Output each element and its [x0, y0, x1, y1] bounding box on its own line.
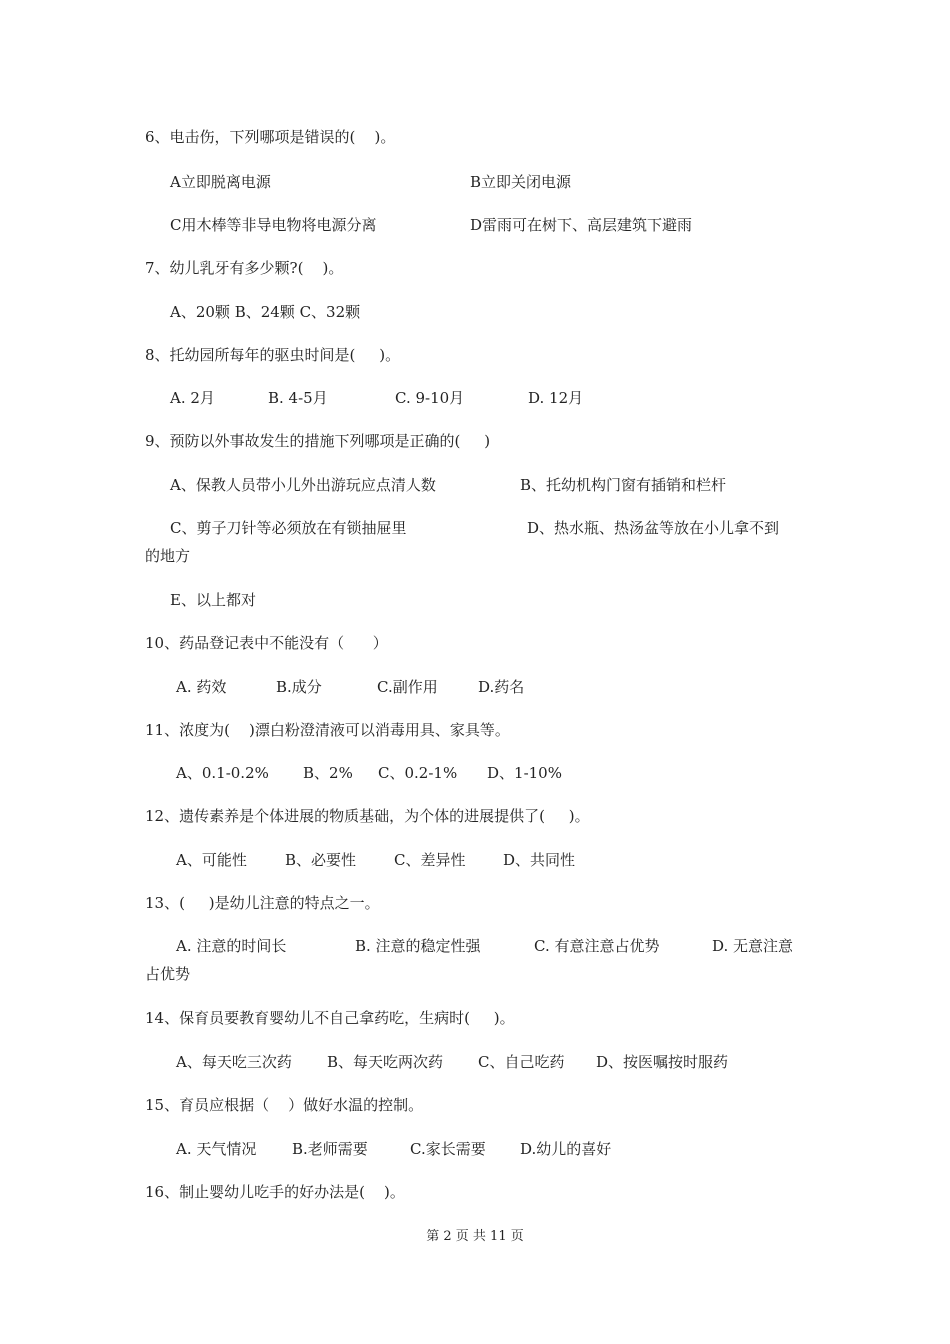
question-10-option-a: A. 药效 [176, 678, 227, 696]
question-6-option-d: D雷雨可在树下、高层建筑下避雨 [470, 216, 693, 234]
question-14-option-d: D、按医嘱按时服药 [596, 1053, 729, 1071]
question-15-option-b: B.老师需要 [292, 1140, 368, 1158]
question-10-option-c: C.副作用 [377, 678, 438, 696]
question-9-option-e: E、以上都对 [170, 591, 256, 609]
question-15-option-c: C.家长需要 [410, 1140, 486, 1158]
question-11-stem: 11、浓度为( )漂白粉澄清液可以消毒用具、家具等。 [145, 721, 510, 739]
question-15-option-a: A. 天气情况 [176, 1140, 257, 1158]
question-9-stem: 9、预防以外事故发生的措施下列哪项是正确的( ) [145, 432, 491, 450]
question-8-option-c: C. 9-10月 [395, 389, 465, 407]
question-6-option-b: B立即关闭电源 [470, 173, 572, 191]
question-13-option-b: B. 注意的稳定性强 [355, 937, 481, 955]
question-8-stem: 8、托幼园所每年的驱虫时间是( )。 [145, 346, 401, 364]
question-11-option-b: B、2% [303, 764, 353, 782]
page-footer: 第 2 页 共 11 页 [426, 1229, 524, 1244]
question-7-options: A、20颗 B、24颗 C、32颗 [170, 303, 361, 321]
question-15-option-d: D.幼儿的喜好 [520, 1140, 612, 1158]
question-10-option-d: D.药名 [478, 678, 525, 696]
question-14-option-a: A、每天吃三次药 [176, 1053, 292, 1071]
question-10-stem: 10、药品登记表中不能没有（ ） [145, 634, 388, 652]
question-13-option-d: D. 无意注意 [712, 937, 794, 955]
question-9-option-b: B、托幼机构门窗有插销和栏杆 [520, 476, 727, 494]
question-9-option-d-continued: 的地方 [145, 547, 191, 565]
question-6-option-a: A立即脱离电源 [170, 173, 271, 191]
question-12-option-c: C、差异性 [394, 851, 466, 869]
question-6-option-c: C用木棒等非导电物将电源分离 [170, 216, 377, 234]
question-12-option-a: A、可能性 [176, 851, 247, 869]
question-13-option-c: C. 有意注意占优势 [534, 937, 660, 955]
question-12-option-b: B、必要性 [285, 851, 357, 869]
question-9-option-d: D、热水瓶、热汤盆等放在小儿拿不到 [527, 519, 780, 537]
question-7-stem: 7、幼儿乳牙有多少颗?( )。 [145, 259, 344, 277]
question-16-stem: 16、制止婴幼儿吃手的好办法是( )。 [145, 1183, 405, 1201]
question-11-option-c: C、0.2-1% [378, 764, 458, 782]
question-9-option-a: A、保教人员带小儿外出游玩应点清人数 [170, 476, 436, 494]
question-14-option-c: C、自己吃药 [478, 1053, 565, 1071]
question-12-stem: 12、遗传素养是个体进展的物质基础，为个体的进展提供了( )。 [145, 807, 590, 825]
question-14-stem: 14、保育员要教育婴幼儿不自己拿药吃，生病时( )。 [145, 1009, 515, 1027]
question-9-option-c: C、剪子刀针等必须放在有锁抽屉里 [170, 519, 407, 537]
question-8-option-a: A. 2月 [170, 389, 215, 407]
question-11-option-d: D、1-10% [487, 764, 562, 782]
question-10-option-b: B.成分 [276, 678, 322, 696]
question-8-option-d: D. 12月 [528, 389, 584, 407]
question-8-option-b: B. 4-5月 [268, 389, 328, 407]
question-6-stem: 6、电击伤，下列哪项是错误的( )。 [145, 128, 396, 146]
question-15-stem: 15、育员应根据（ ）做好水温的控制。 [145, 1096, 424, 1114]
question-12-option-d: D、共同性 [503, 851, 576, 869]
question-11-option-a: A、0.1-0.2% [176, 764, 269, 782]
question-13-stem: 13、( )是幼儿注意的特点之一。 [145, 894, 380, 912]
question-14-option-b: B、每天吃两次药 [327, 1053, 444, 1071]
question-13-option-d-continued: 占优势 [145, 965, 191, 983]
question-13-option-a: A. 注意的时间长 [176, 937, 287, 955]
